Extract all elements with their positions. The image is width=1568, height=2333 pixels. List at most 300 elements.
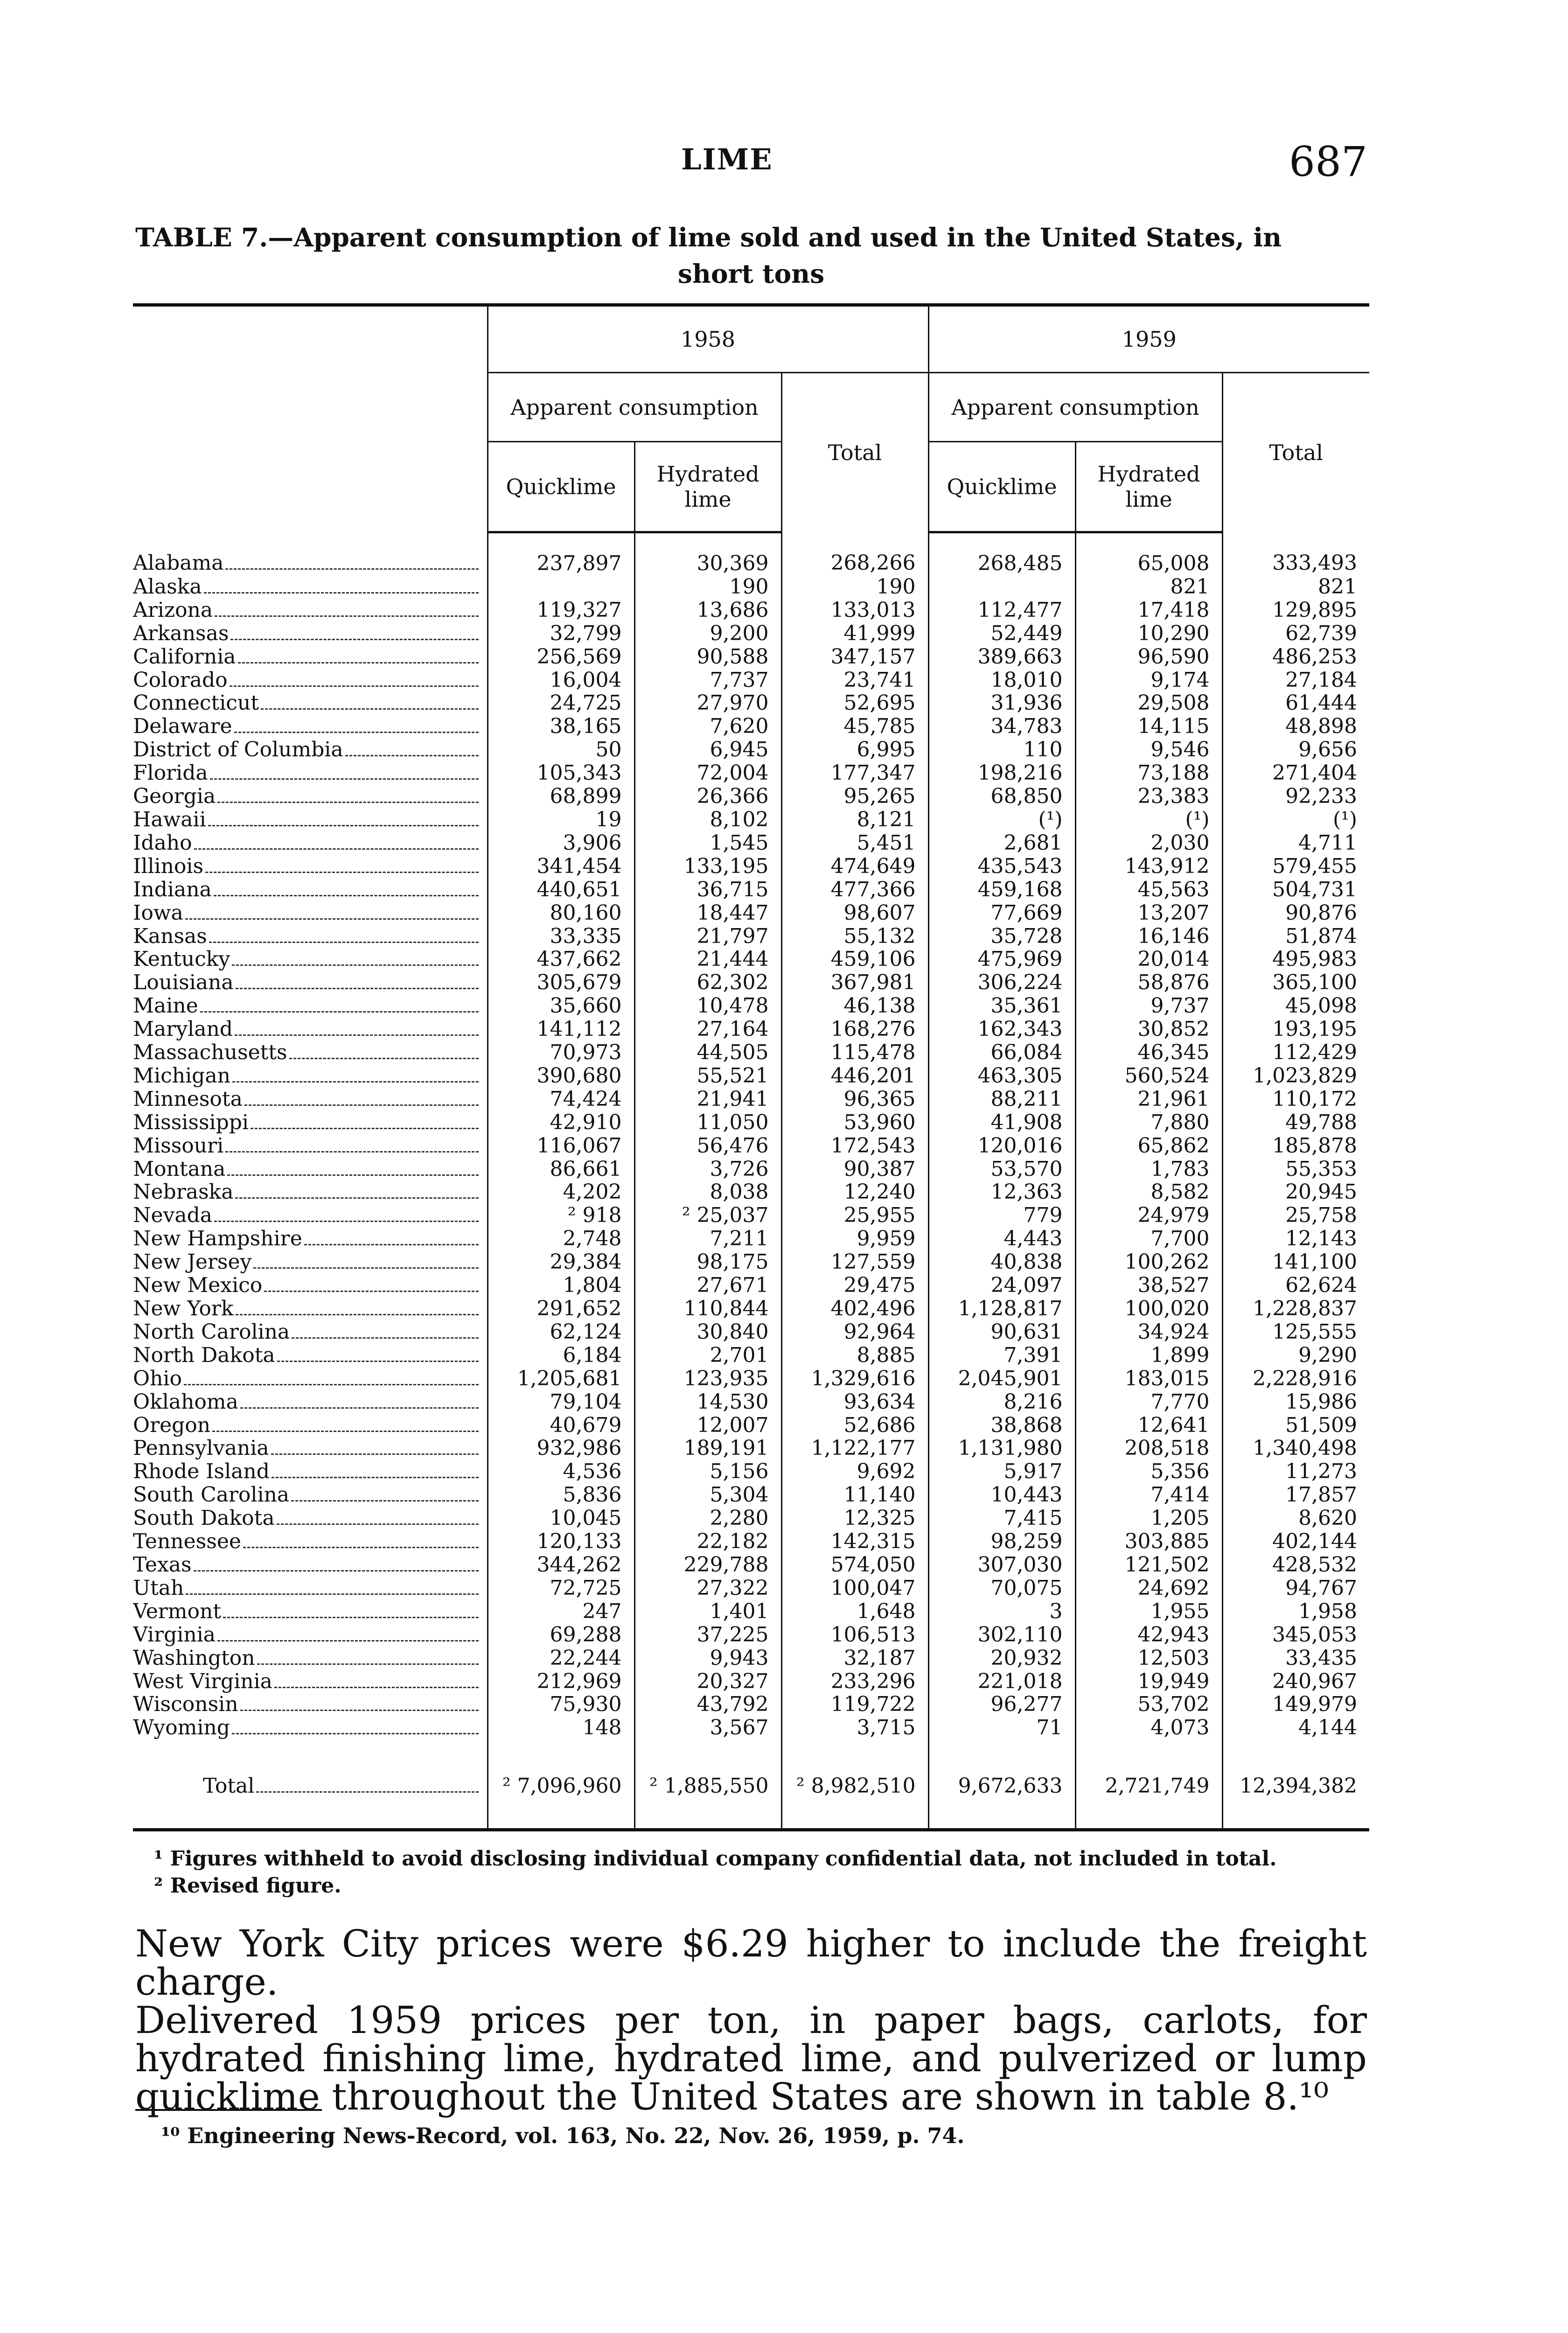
state-cell	[133, 1227, 488, 1250]
state-leader	[133, 1204, 487, 1227]
state-name: Nebraska	[133, 1180, 234, 1204]
hydrated-1958-cell: 56,476	[634, 1134, 781, 1158]
total-1958-cell: 190	[781, 575, 928, 599]
hydrated-1958-cell: 72,004	[634, 761, 781, 785]
dot-leader	[257, 1663, 479, 1665]
total-1958-cell: 12,240	[781, 1180, 928, 1204]
state-leader	[133, 1134, 487, 1158]
total-1958-cell: 52,686	[781, 1414, 928, 1437]
state-leader	[133, 552, 487, 575]
state-cell	[133, 1507, 488, 1530]
state-cell	[133, 1460, 488, 1483]
quicklime-1959-cell: 7,415	[928, 1507, 1075, 1530]
hydrated-1958-cell: 26,366	[634, 785, 781, 808]
quicklime-1959-cell: 302,110	[928, 1623, 1075, 1647]
state-leader	[133, 1390, 487, 1414]
state-leader	[133, 1041, 487, 1064]
state-leader	[133, 599, 487, 622]
quicklime-1958-cell: 75,930	[488, 1693, 634, 1716]
quicklime-1959-cell: 31,936	[928, 692, 1075, 715]
table-row	[133, 599, 1369, 622]
quicklime-1959-cell	[928, 575, 1075, 599]
quicklime-1958-cell: 35,660	[488, 994, 634, 1018]
state-leader	[133, 1553, 487, 1577]
quicklime-1958-cell: 79,104	[488, 1390, 634, 1414]
hydrated-1959-cell: 12,641	[1075, 1414, 1222, 1437]
dot-leader	[240, 1709, 479, 1711]
total-1958-cell: 177,347	[781, 761, 928, 785]
table-row	[133, 878, 1369, 901]
total-1959-cell: 129,895	[1222, 599, 1369, 622]
quicklime-1959-cell: 162,343	[928, 1018, 1075, 1041]
footnote-2: ² Revised figure.	[154, 1874, 341, 1898]
state-leader	[133, 1647, 487, 1670]
quicklime-1959-cell: 7,391	[928, 1344, 1075, 1367]
state-cell	[133, 1064, 488, 1088]
total-header-1958: Total	[781, 373, 928, 532]
total-1959-cell: 149,979	[1222, 1693, 1369, 1716]
hydrated-1959-cell: 17,418	[1075, 599, 1222, 622]
hydrated-1958-cell: 27,970	[634, 692, 781, 715]
state-cell	[133, 1367, 488, 1390]
state-name: New Hampshire	[133, 1227, 302, 1251]
hydrated-1959-cell: 38,527	[1075, 1274, 1222, 1297]
state-leader	[133, 1623, 487, 1647]
quicklime-1959-cell: 221,018	[928, 1670, 1075, 1693]
hydrated-1958-cell: 27,322	[634, 1577, 781, 1600]
state-leader	[133, 1227, 487, 1250]
state-cell	[133, 1274, 488, 1297]
total-1959-cell: 1,228,837	[1222, 1297, 1369, 1320]
hydrated-1958-cell: 5,304	[634, 1483, 781, 1507]
table-footnotes	[154, 1845, 1367, 1900]
total-1959-cell: 12,394,382	[1222, 1739, 1369, 1800]
state-leader	[133, 901, 487, 925]
dot-leader	[261, 708, 479, 710]
total-1958-cell: 119,722	[781, 1693, 928, 1716]
total-1959-cell: 33,435	[1222, 1647, 1369, 1670]
hydrated-1958-cell: 1,401	[634, 1600, 781, 1623]
quicklime-1959-cell: 4,443	[928, 1227, 1075, 1250]
table-row	[133, 1274, 1369, 1297]
hydrated-1958-cell: 43,792	[634, 1693, 781, 1716]
quicklime-1958-cell: 6,184	[488, 1344, 634, 1367]
quicklime-1959-cell: 40,838	[928, 1250, 1075, 1274]
state-cell	[133, 692, 488, 715]
hydrated-1959-cell: 65,008	[1075, 532, 1222, 575]
total-1959-cell: 125,555	[1222, 1320, 1369, 1344]
table-row	[133, 761, 1369, 785]
hydrated-1959-cell: 560,524	[1075, 1064, 1222, 1088]
hydrated-1959-cell: 821	[1075, 575, 1222, 599]
total-1959-cell: 62,624	[1222, 1274, 1369, 1297]
quicklime-1958-cell: 148	[488, 1716, 634, 1739]
state-cell	[133, 1623, 488, 1647]
running-head-title: LIME	[681, 142, 773, 176]
dot-leader	[214, 1220, 478, 1222]
spacer-cell	[133, 1800, 488, 1830]
quicklime-1958-cell: 237,897	[488, 532, 634, 575]
hydrated-1959-cell: 2,721,749	[1075, 1739, 1222, 1800]
quicklime-1959-cell: 68,850	[928, 785, 1075, 808]
total-1958-cell: 115,478	[781, 1041, 928, 1064]
total-1958-cell: 459,106	[781, 948, 928, 971]
state-cell	[133, 1088, 488, 1111]
table-bottom-rule	[133, 1800, 1369, 1830]
quicklime-1958-cell: 70,973	[488, 1041, 634, 1064]
dot-leader	[205, 871, 478, 873]
hydrated-1958-cell: 20,327	[634, 1670, 781, 1693]
total-1958-cell: 46,138	[781, 994, 928, 1018]
dot-leader	[204, 592, 479, 594]
state-cell	[133, 855, 488, 878]
total-1959-cell: 402,144	[1222, 1530, 1369, 1553]
quicklime-1959-cell: 112,477	[928, 599, 1075, 622]
state-name: Delaware	[133, 715, 232, 739]
hydrated-1959-cell: 58,876	[1075, 971, 1222, 994]
total-1958-cell: 45,785	[781, 715, 928, 738]
state-name: Mississippi	[133, 1111, 249, 1134]
year-header-1959: 1959	[928, 305, 1369, 373]
state-leader	[133, 1158, 487, 1181]
hydrated-1959-cell: 183,015	[1075, 1367, 1222, 1390]
hydrated-1959-cell: 2,030	[1075, 831, 1222, 855]
hydrated-1958-cell: 8,038	[634, 1180, 781, 1204]
table-row	[133, 1623, 1369, 1647]
quicklime-1958-cell: 3,906	[488, 831, 634, 855]
quicklime-1958-cell: 38,165	[488, 715, 634, 738]
dot-leader	[264, 1290, 478, 1292]
state-name: North Dakota	[133, 1343, 275, 1367]
total-1958-cell: 90,387	[781, 1158, 928, 1181]
state-name: Indiana	[133, 878, 212, 901]
hydrated-1959-cell: 10,290	[1075, 622, 1222, 645]
state-cell	[133, 994, 488, 1018]
total-1958-cell: 168,276	[781, 1018, 928, 1041]
state-name: Massachusetts	[133, 1041, 287, 1064]
quicklime-1958-cell: 247	[488, 1600, 634, 1623]
hydrated-1958-cell: 7,211	[634, 1227, 781, 1250]
hydrated-1959-cell: 30,852	[1075, 1018, 1222, 1041]
state-name: Tennessee	[133, 1530, 241, 1553]
hydrated-1959-cell: 121,502	[1075, 1553, 1222, 1577]
hydrated-1958-cell: 229,788	[634, 1553, 781, 1577]
state-cell	[133, 1577, 488, 1600]
state-name: Illinois	[133, 854, 204, 878]
quicklime-1959-cell: 435,543	[928, 855, 1075, 878]
quicklime-1958-cell: 22,244	[488, 1647, 634, 1670]
state-cell	[133, 1344, 488, 1367]
hydrated-1958-cell: 10,478	[634, 994, 781, 1018]
table-row	[133, 901, 1369, 925]
total-1958-cell: 367,981	[781, 971, 928, 994]
quicklime-1959-cell: 1,128,817	[928, 1297, 1075, 1320]
dot-leader	[209, 941, 479, 943]
state-name: Michigan	[133, 1064, 230, 1088]
quicklime-1958-cell: 10,045	[488, 1507, 634, 1530]
spacer-cell	[488, 1800, 634, 1830]
quicklime-1959-cell: 2,681	[928, 831, 1075, 855]
hydrated-1958-cell: 22,182	[634, 1530, 781, 1553]
hydrated-1958-cell: ² 1,885,550	[634, 1739, 781, 1800]
state-name: Connecticut	[133, 692, 259, 715]
total-1959-cell: 365,100	[1222, 971, 1369, 994]
quicklime-1959-cell: 20,932	[928, 1647, 1075, 1670]
hydrated-1958-cell: 7,620	[634, 715, 781, 738]
hydrated-1958-cell: 30,840	[634, 1320, 781, 1344]
table-row	[133, 1600, 1369, 1623]
hydrated-1958-cell: 37,225	[634, 1623, 781, 1647]
table-row	[133, 808, 1369, 831]
total-1959-cell: 55,353	[1222, 1158, 1369, 1181]
total-1958-cell: 6,995	[781, 738, 928, 761]
state-leader	[133, 669, 487, 692]
total-1958-cell: 92,964	[781, 1320, 928, 1344]
total-1958-cell: 1,122,177	[781, 1437, 928, 1460]
state-cell	[133, 715, 488, 738]
dot-leader	[200, 1011, 479, 1013]
state-name: District of Columbia	[133, 738, 343, 762]
quicklime-1958-cell: 24,725	[488, 692, 634, 715]
dot-leader	[236, 1313, 479, 1315]
hydrated-1959-cell: 7,770	[1075, 1390, 1222, 1414]
state-leader	[133, 1018, 487, 1041]
total-1958-cell: 1,329,616	[781, 1367, 928, 1390]
total-1959-cell: 193,195	[1222, 1018, 1369, 1041]
state-name: Vermont	[133, 1600, 222, 1623]
state-name: Wisconsin	[133, 1693, 238, 1717]
table-row	[133, 1693, 1369, 1716]
total-1958-cell: 142,315	[781, 1530, 928, 1553]
hydrated-1958-cell: 8,102	[634, 808, 781, 831]
hydrated-1959-cell: 303,885	[1075, 1530, 1222, 1553]
total-1958-cell: 11,140	[781, 1483, 928, 1507]
state-name: Colorado	[133, 668, 228, 692]
hydrated-1959-cell: 9,737	[1075, 994, 1222, 1018]
state-leader	[133, 1274, 487, 1297]
dot-leader	[236, 987, 479, 989]
table-row	[133, 645, 1369, 669]
state-name: New Mexico	[133, 1274, 263, 1297]
total-1959-cell: 48,898	[1222, 715, 1369, 738]
quicklime-1958-cell: 80,160	[488, 901, 634, 925]
total-1959-cell: 345,053	[1222, 1623, 1369, 1647]
table-row	[133, 1577, 1369, 1600]
total-1959-cell: 486,253	[1222, 645, 1369, 669]
table-row	[133, 855, 1369, 878]
quicklime-1959-cell: 77,669	[928, 901, 1075, 925]
dot-leader	[217, 801, 478, 803]
state-cell	[133, 532, 488, 575]
state-cell	[133, 948, 488, 971]
quicklime-1958-cell: 16,004	[488, 669, 634, 692]
quicklime-1959-cell: 10,443	[928, 1483, 1075, 1507]
quicklime-1959-cell: 268,485	[928, 532, 1075, 575]
total-1958-cell: 268,266	[781, 532, 928, 575]
dot-leader	[232, 964, 478, 966]
dot-leader	[217, 1640, 479, 1641]
total-header-1959: Total	[1222, 373, 1369, 532]
hydrated-1959-cell: 96,590	[1075, 645, 1222, 669]
quicklime-1958-cell: 256,569	[488, 645, 634, 669]
quicklime-1959-cell: (¹)	[928, 808, 1075, 831]
state-name: Alaska	[133, 575, 202, 599]
state-cell	[133, 1647, 488, 1670]
spacer-cell	[634, 1800, 781, 1830]
state-cell	[133, 1204, 488, 1227]
total-1959-cell: 141,100	[1222, 1250, 1369, 1274]
state-name: Texas	[133, 1553, 192, 1577]
state-name: Iowa	[133, 901, 183, 925]
hydrated-1959-cell: 1,899	[1075, 1344, 1222, 1367]
quicklime-1959-cell: 12,363	[928, 1180, 1075, 1204]
table-row	[133, 692, 1369, 715]
dot-leader	[194, 848, 479, 850]
state-leader	[133, 831, 487, 855]
dot-leader	[277, 1523, 479, 1525]
footnote-divider	[135, 2109, 322, 2111]
state-leader	[133, 925, 487, 948]
quicklime-1959-cell: 110	[928, 738, 1075, 761]
state-leader	[133, 1460, 487, 1483]
quicklime-1958-cell: 119,327	[488, 599, 634, 622]
state-leader	[133, 575, 487, 599]
state-cell	[133, 1390, 488, 1414]
state-cell	[133, 785, 488, 808]
table-row	[133, 1158, 1369, 1181]
dot-leader	[274, 1686, 479, 1688]
hydrated-1959-cell: 1,783	[1075, 1158, 1222, 1181]
state-leader	[133, 855, 487, 878]
state-leader	[133, 1180, 487, 1204]
state-leader	[133, 948, 487, 971]
consumption-table	[133, 303, 1369, 1831]
dot-leader	[251, 1127, 479, 1129]
table-row	[133, 1483, 1369, 1507]
hydrated-1958-cell: 3,567	[634, 1716, 781, 1739]
table-row	[133, 1390, 1369, 1414]
table-row	[133, 669, 1369, 692]
dot-leader	[225, 568, 478, 570]
state-leader	[133, 1716, 487, 1739]
hydrated-1959-cell: 9,546	[1075, 738, 1222, 761]
total-1958-cell: 347,157	[781, 645, 928, 669]
hydrated-1959-cell: 20,014	[1075, 948, 1222, 971]
state-name: New York	[133, 1297, 234, 1320]
quicklime-1958-cell: 4,536	[488, 1460, 634, 1483]
table-row	[133, 1507, 1369, 1530]
hydrated-1959-cell: 24,692	[1075, 1577, 1222, 1600]
quicklime-1958-cell: 40,679	[488, 1414, 634, 1437]
total-1958-cell: 1,648	[781, 1600, 928, 1623]
quicklime-1958-cell: 1,205,681	[488, 1367, 634, 1390]
dot-leader	[277, 1360, 479, 1362]
hydrated-1959-cell: 208,518	[1075, 1437, 1222, 1460]
hydrated-1959-cell: 7,700	[1075, 1227, 1222, 1250]
table-row	[133, 1530, 1369, 1553]
total-1959-cell: 4,144	[1222, 1716, 1369, 1739]
dot-leader	[253, 1267, 478, 1269]
state-name: New Jersey	[133, 1250, 252, 1274]
hydrated-1958-cell: 55,521	[634, 1064, 781, 1088]
total-1959-cell: 4,711	[1222, 831, 1369, 855]
state-cell	[133, 1553, 488, 1577]
state-name: Kentucky	[133, 948, 230, 971]
quicklime-1958-cell: 305,679	[488, 971, 634, 994]
quicklime-1959-cell: 53,570	[928, 1158, 1075, 1181]
state-leader	[133, 1064, 487, 1088]
total-1959-cell: 495,983	[1222, 948, 1369, 971]
total-1959-cell: 110,172	[1222, 1088, 1369, 1111]
table-row	[133, 1647, 1369, 1670]
quicklime-1958-cell: 19	[488, 808, 634, 831]
state-name: Ohio	[133, 1367, 182, 1390]
hydrated-1959-cell: 42,943	[1075, 1623, 1222, 1647]
hydrated-header-1959: Hydrated lime	[1075, 442, 1222, 532]
quicklime-1958-cell	[488, 575, 634, 599]
state-cell	[133, 1693, 488, 1716]
total-1958-cell: 96,365	[781, 1088, 928, 1111]
hydrated-1959-cell: (¹)	[1075, 808, 1222, 831]
hydrated-1958-cell: 133,195	[634, 855, 781, 878]
quicklime-1958-cell: 86,661	[488, 1158, 634, 1181]
hydrated-1959-cell: 65,862	[1075, 1134, 1222, 1158]
quicklime-1959-cell: 38,868	[928, 1414, 1075, 1437]
state-leader	[133, 1600, 487, 1623]
spacer-cell	[1075, 1800, 1222, 1830]
dot-leader	[243, 1546, 479, 1548]
total-1959-cell: 428,532	[1222, 1553, 1369, 1577]
table-row	[133, 1460, 1369, 1483]
table-row	[133, 575, 1369, 599]
state-leader	[133, 1297, 487, 1320]
table-row	[133, 1670, 1369, 1693]
total-1959-cell: 579,455	[1222, 855, 1369, 878]
dot-leader	[289, 1057, 479, 1059]
hydrated-1958-cell: 7,737	[634, 669, 781, 692]
hydrated-1959-cell: 14,115	[1075, 715, 1222, 738]
state-name: South Dakota	[133, 1507, 275, 1530]
dot-leader	[271, 1453, 479, 1455]
spacer-cell	[1222, 1800, 1369, 1830]
quicklime-1959-cell: 71	[928, 1716, 1075, 1739]
state-cell	[133, 645, 488, 669]
state-name: Arkansas	[133, 622, 229, 645]
table-row	[133, 1250, 1369, 1274]
hydrated-1958-cell: 123,935	[634, 1367, 781, 1390]
table-row	[133, 1344, 1369, 1367]
quicklime-1959-cell: 3	[928, 1600, 1075, 1623]
quicklime-1959-cell: 90,631	[928, 1320, 1075, 1344]
total-1958-cell: 133,013	[781, 599, 928, 622]
hydrated-1958-cell: 5,156	[634, 1460, 781, 1483]
table-row	[133, 1297, 1369, 1320]
quicklime-1958-cell: 437,662	[488, 948, 634, 971]
table-row	[133, 1437, 1369, 1460]
hydrated-1958-cell: 98,175	[634, 1250, 781, 1274]
state-name: North Carolina	[133, 1320, 290, 1344]
dot-leader	[238, 662, 479, 664]
state-cell	[133, 831, 488, 855]
dot-leader	[232, 1732, 479, 1734]
hydrated-1959-cell: 100,020	[1075, 1297, 1222, 1320]
state-leader	[133, 1088, 487, 1111]
total-row	[133, 1739, 1369, 1800]
table-row	[133, 1134, 1369, 1158]
quicklime-1958-cell: ² 918	[488, 1204, 634, 1227]
quicklime-1959-cell: 307,030	[928, 1553, 1075, 1577]
total-1959-cell: 90,876	[1222, 901, 1369, 925]
